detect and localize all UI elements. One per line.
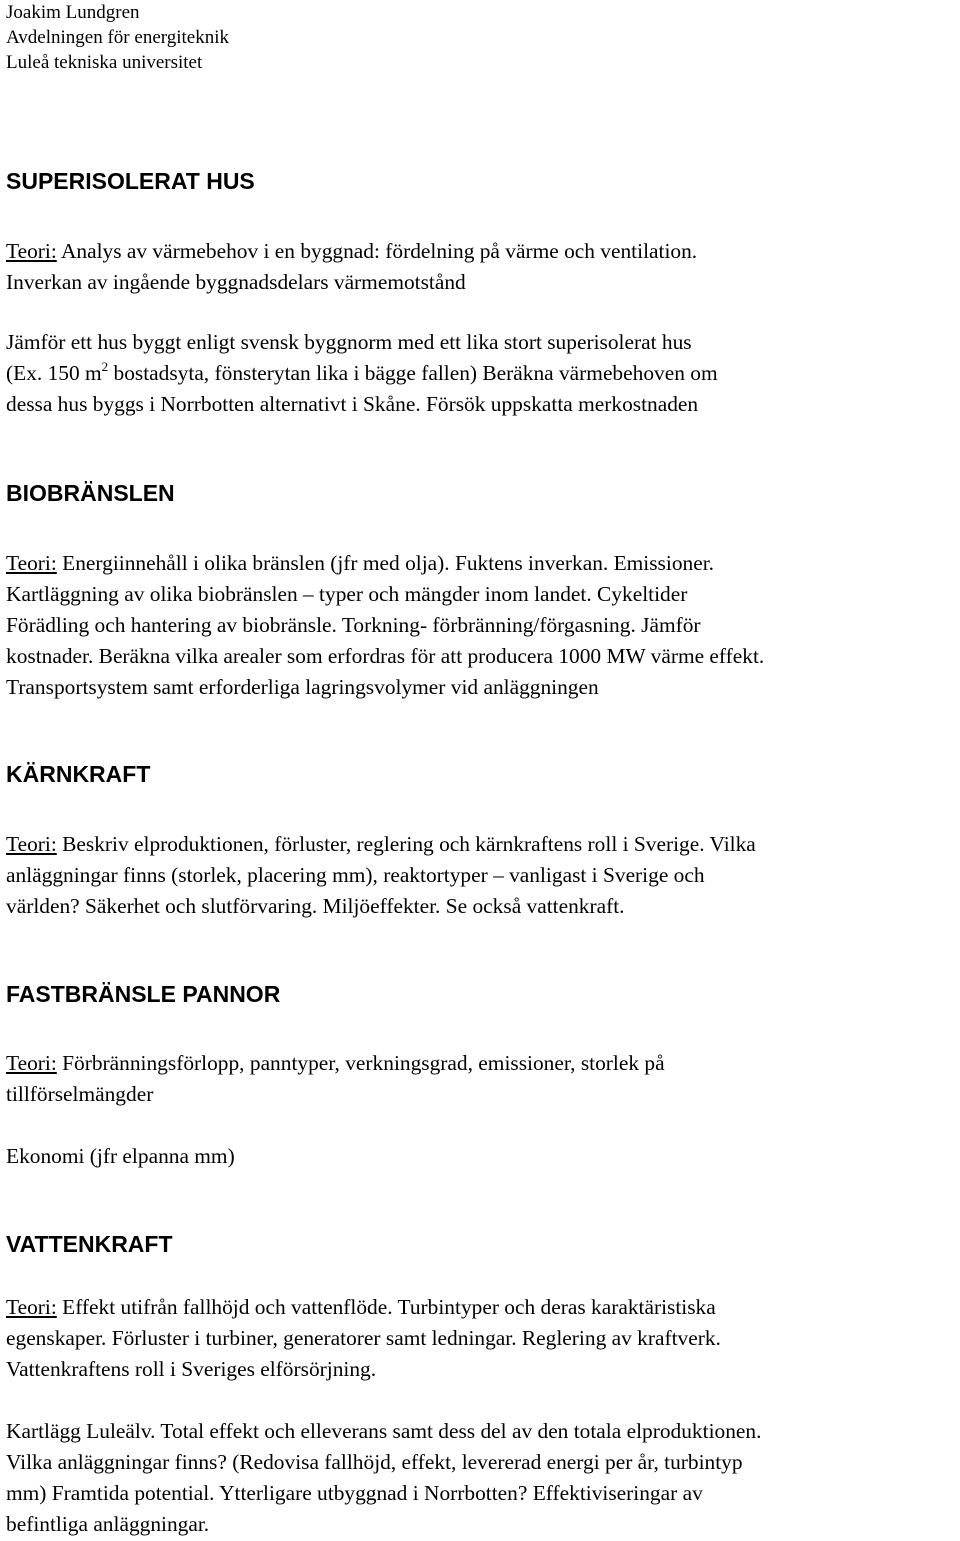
- teori-text-line: Energiinnehåll i olika bränslen (jfr med olja). Fuktens inverkan. Emissioner.: [56, 551, 714, 575]
- author-department: Avdelningen för energiteknik: [6, 27, 230, 48]
- teori-text-line: Analys av värmebehov i en byggnad: fördelning på värme och ventilation.: [56, 239, 698, 263]
- section-karnkraft-teori: [6, 829, 958, 922]
- paragraph-line: dessa hus byggs i Norrbotten alternativt i Skåne. Försök uppskatta merkostnaden: [6, 392, 699, 416]
- teori-text-line: egenskaper. Förluster i turbiner, generatorer samt ledningar. Reglering av kraftverk.: [6, 1326, 721, 1350]
- teori-text-line: Kartläggning av olika biobränslen – typer och mängder inom landet. Cykeltider: [6, 582, 688, 606]
- teori-label: Teori:: [6, 832, 57, 856]
- teori-text-line: Transportsystem samt erforderliga lagringsvolymer vid anläggningen: [6, 675, 599, 699]
- author-name: Joakim Lundgren: [6, 2, 140, 23]
- teori-text-line: Inverkan av ingående byggnadsdelars värmemotstånd: [6, 270, 466, 294]
- teori-text-line: Förbränningsförlopp, panntyper, verkningsgrad, emissioner, storlek på: [56, 1051, 665, 1075]
- teori-label: Teori:: [6, 1051, 57, 1075]
- paragraph-line: mm) Framtida potential. Ytterligare utbyggnad i Norrbotten? Effektiviseringar av: [6, 1481, 703, 1505]
- author-block: [6, 0, 229, 75]
- teori-text-line: Beskriv elproduktionen, förluster, reglering och kärnkraftens roll i Sverige. Vilka: [56, 832, 756, 856]
- section-title-vattenkraft: VATTENKRAFT: [6, 1231, 173, 1257]
- teori-label: Teori:: [6, 239, 57, 263]
- section-superisolerat-teori: [6, 236, 958, 298]
- superscript-exponent: 2: [101, 359, 109, 374]
- section-vattenkraft-paragraph: [6, 1416, 958, 1540]
- section-title-biobranslen: BIOBRÄNSLEN: [6, 480, 175, 506]
- section-biobranslen-teori: [6, 548, 958, 703]
- paragraph-line: Ekonomi (jfr elpanna mm): [6, 1144, 235, 1168]
- author-university: Luleå tekniska universitet: [6, 52, 203, 73]
- paragraph-line: Kartlägg Luleälv. Total effekt och elleverans samt dess del av den totala elproduktionen.: [6, 1419, 762, 1443]
- section-fastbransle-paragraph: [6, 1141, 958, 1172]
- section-title-superisolerat-hus: SUPERISOLERAT HUS: [6, 168, 255, 194]
- section-title-fastbransle-pannor: FASTBRÄNSLE PANNOR: [6, 981, 281, 1007]
- teori-text-line: världen? Säkerhet och slutförvaring. Miljöeffekter. Se också vattenkraft.: [6, 894, 625, 918]
- section-fastbransle-teori: [6, 1048, 958, 1110]
- teori-label: Teori:: [6, 1295, 57, 1319]
- paragraph-line: Vilka anläggningar finns? (Redovisa fallhöjd, effekt, levererad energi per år, turbintyp: [6, 1450, 743, 1474]
- teori-text-line: anläggningar finns (storlek, placering mm), reaktortyper – vanligast i Sverige och: [6, 863, 705, 887]
- paragraph-line: Jämför ett hus byggt enligt svensk byggnorm med ett lika stort superisolerat hus: [6, 330, 692, 354]
- teori-text-line: Vattenkraftens roll i Sveriges elförsörjning.: [6, 1357, 377, 1381]
- teori-text-line: Effekt utifrån fallhöjd och vattenflöde. Turbintyper och deras karaktäristiska: [56, 1295, 716, 1319]
- teori-label: Teori:: [6, 551, 57, 575]
- section-superisolerat-paragraph: [6, 327, 958, 420]
- section-vattenkraft-teori: [6, 1292, 958, 1385]
- teori-text-line: Förädling och hantering av biobränsle. Torkning- förbränning/förgasning. Jämför: [6, 613, 701, 637]
- teori-text-line: tillförselmängder: [6, 1082, 154, 1106]
- section-title-karnkraft: KÄRNKRAFT: [6, 761, 151, 787]
- paragraph-line: (Ex. 150 $m^2$ bostadsyta, fönsterytan lika i bägge fallen) Beräkna värmebehoven om: [6, 359, 718, 385]
- teori-text-line: kostnader. Beräkna vilka arealer som erfordras för att producera 1000 MW värme effekt.: [6, 644, 765, 668]
- paragraph-line: befintliga anläggningar.: [6, 1512, 210, 1536]
